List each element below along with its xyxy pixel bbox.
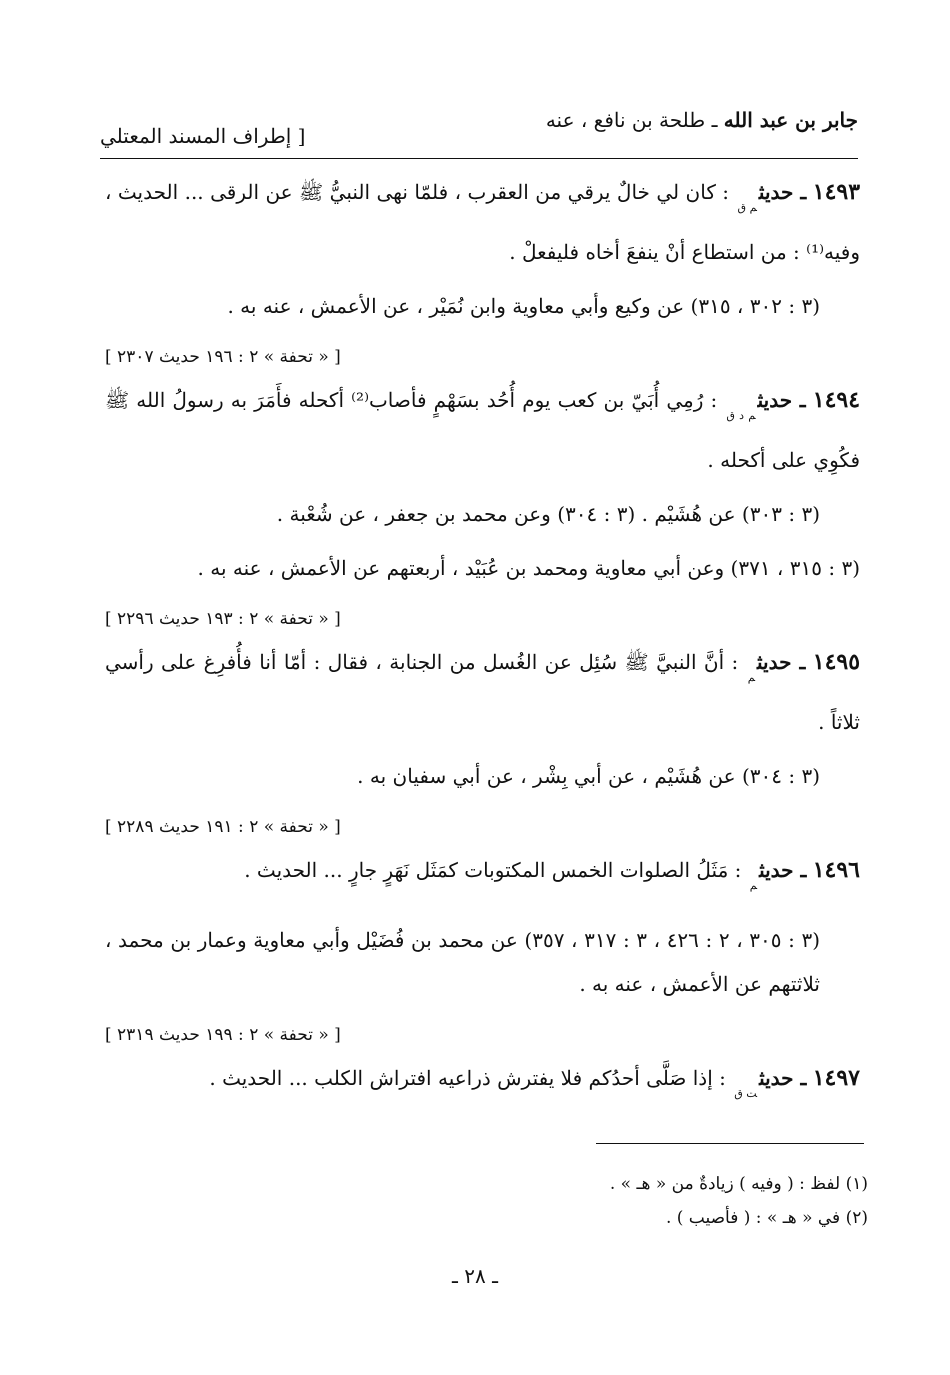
hadith-label: ـ حديث (757, 388, 806, 412)
hadith-label: ـ حديث (757, 650, 806, 674)
collection-sigla: م ق (737, 201, 757, 214)
running-title (546, 108, 858, 132)
hadith-number: ١٤٩٤ (812, 387, 861, 413)
source-line: (٣ : ٣٠٥ ، ٢ : ٤٢٦ ، ٣ : ٣١٧ ، ٣٥٧) عن محمد بن فُضَيْل وأبي معاوية وعمار بن محمد ، ثلاثتهم عن الأعمش ، عنه به . (105, 928, 820, 996)
running-title-rest: ـ طلحة بن نافع ، عنه (545, 108, 724, 132)
main-text (105, 170, 860, 1116)
collection-sigla: ت ق (734, 1087, 758, 1100)
collection-sigla: م (749, 879, 758, 892)
hadith-entry (105, 378, 860, 482)
hadith-entry (105, 848, 860, 908)
page-header (100, 108, 858, 159)
tuhfa-reference: [ « تحفة » ٢ : ١٩٦ حديث ٢٣٠٧ ] (105, 347, 341, 367)
hadith-number: ١٤٩٦ (812, 857, 860, 883)
hadith-entry (105, 170, 860, 274)
hadith-entry (105, 640, 860, 744)
hadith-text: : رُمِي أُبَيّ بن كعب يوم أُحُد بسَهْمٍ فأصاب⁽²⁾ أكحله فأَمَرَ به رسولُ الله ﷺ فكُوِي على أكحله . (105, 388, 860, 472)
source-line: (٣ : ٣٠٣) عن هُشَيْم . (٣ : ٣٠٤) وعن محمد بن جعفر ، عن شُعْبة . (276, 502, 820, 526)
footnotes (168, 1167, 868, 1235)
hadith-text: : أنَّ النبيَّ ﷺ سُئِل عن الغُسل من الجنابة ، فقال : أمّا أنا فأُفرِغ على رأسي ثلاثاً . (105, 650, 860, 734)
collection-sigla: م د ق (726, 409, 756, 422)
collection-sigla: م (747, 671, 756, 684)
tuhfa-reference: [ « تحفة » ٢ : ١٩٣ حديث ٢٢٩٦ ] (105, 609, 341, 629)
hadith-text: : كان لي خالٌ يرقي من العقرب ، فلمّا نهى النبيُّ ﷺ عن الرقى ... الحديث ، وفيه⁽¹⁾ : من استطاع أنْ ينفعَ أخاه فليفعلْ . (105, 180, 860, 264)
running-title-bold: جابر بن عبد الله (723, 108, 858, 132)
source-line: (٣ : ٣٠٤) عن هُشَيْم ، عن أبي بِشْر ، عن أبي سفيان به . (357, 764, 820, 788)
source-line: (٣ : ٣٠٢ ، ٣١٥) عن وكيع وأبي معاوية وابن نُمَيْر ، عن الأعمش ، عنه به . (227, 294, 820, 318)
hadith-label: ـ حديث (758, 180, 807, 204)
hadith-label: ـ حديث (759, 1066, 807, 1090)
hadith-text: : إذا صَلَّى أحدُكم فلا يفترش ذراعيه افتراش الكلب ... الحديث . (209, 1066, 726, 1090)
hadith-number: ١٤٩٧ (812, 1065, 860, 1091)
tuhfa-reference: [ « تحفة » ٢ : ١٩٩ حديث ٢٣١٩ ] (105, 1025, 341, 1045)
hadith-entry (105, 1056, 860, 1116)
footnote: (١) لفظ : ( وفيه ) زيادةٌ من « هـ » . (609, 1174, 868, 1194)
book-title: [ إطراف المسند المعتلي (100, 124, 306, 148)
hadith-text: : مَثَلُ الصلوات الخمس المكتوبات كمَثَل نَهَرٍ جارٍ ... الحديث . (244, 858, 742, 882)
hadith-number: ١٤٩٣ (812, 179, 861, 205)
footnote-separator (596, 1143, 864, 1144)
page-number: ـ ٢٨ ـ (452, 1264, 498, 1288)
source-line: (٣ : ٣١٥ ، ٣٧١) وعن أبي معاوية ومحمد بن عُبَيْد ، أربعتهم عن الأعمش ، عنه به . (197, 556, 860, 580)
hadith-number: ١٤٩٥ (812, 649, 861, 675)
tuhfa-reference: [ « تحفة » ٢ : ١٩١ حديث ٢٢٨٩ ] (105, 817, 341, 837)
footnote: (٢) في « هـ » : ( فأصيب ) . (665, 1208, 868, 1228)
hadith-label: ـ حديث (759, 858, 807, 882)
